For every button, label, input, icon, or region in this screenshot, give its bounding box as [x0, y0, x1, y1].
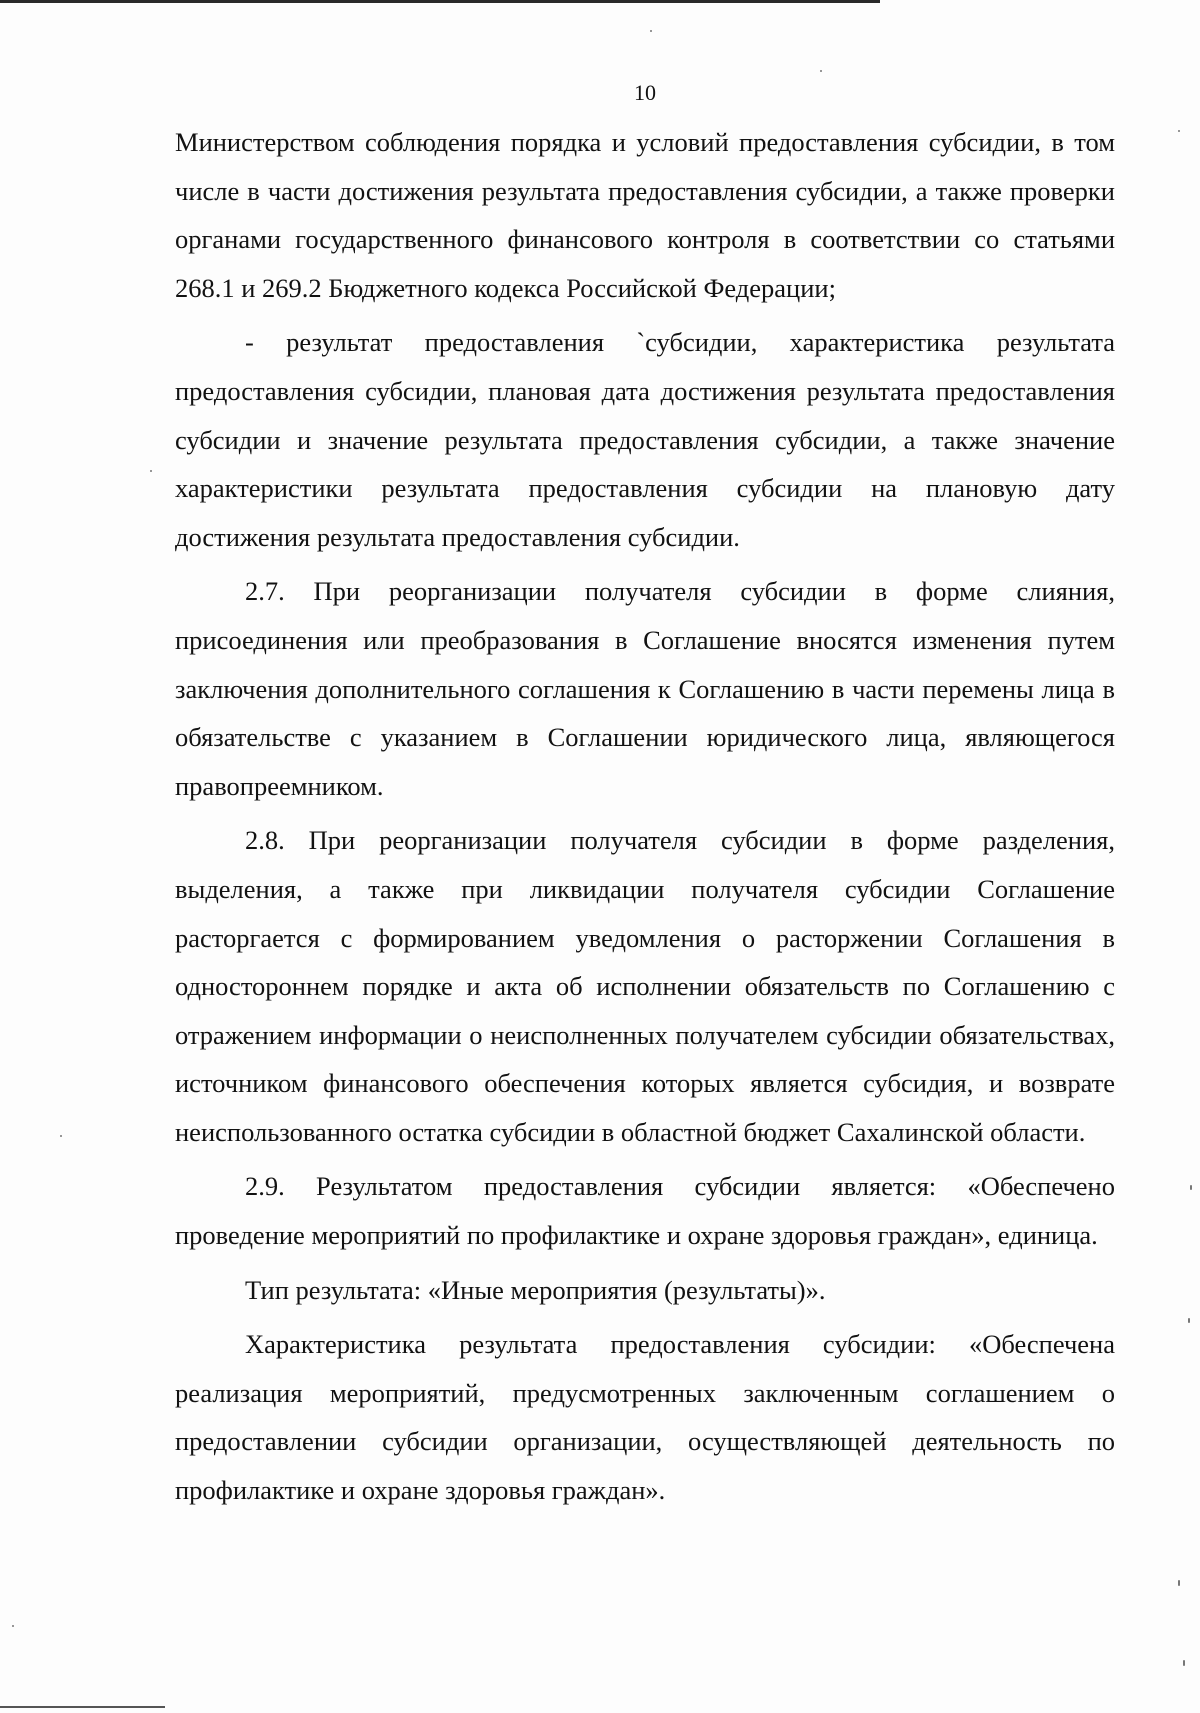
scan-speck	[820, 70, 822, 72]
scan-top-edge-line	[0, 0, 880, 3]
scan-speck	[1188, 1318, 1190, 1323]
paragraph-result-type: Тип результата: «Иные мероприятия (результаты)».	[245, 1274, 826, 1305]
page-number: 10	[634, 80, 656, 105]
scan-speck	[1178, 130, 1180, 132]
body-text	[175, 118, 1115, 1521]
scan-speck	[1183, 1660, 1185, 1666]
scan-speck	[1190, 1185, 1192, 1190]
scan-speck	[650, 30, 652, 32]
scan-speck	[12, 1625, 14, 1627]
scan-speck	[60, 1135, 62, 1137]
paragraph-result-characteristic: Характеристика результата предоставления субсидии: «Обеспечена реализация мероприятий, предусмотренных заключенным соглашением о предоставлении субсидии организации, осуществляющей деятельность по профилактике и охране здоровья граждан».	[175, 1329, 1115, 1506]
scan-speck	[1178, 1580, 1180, 1586]
paragraph-2-8: 2.8. При реорганизации получателя субсидии в форме разделения, выделения, а также при ликвидации получателя субсидии Соглашение расторгается с формированием уведомления о расторжении Соглашения в одностороннем порядке и акта об исполнении обязательств по Соглашению с отражением информации о неисполненных получателем субсидии обязательствах, источником финансового обеспечения которых является субсидия, и возврате неиспользованного остатка субсидии в областной бюджет Сахалинской области.	[175, 825, 1115, 1147]
paragraph-result-item: - результат предоставления `субсидии, характеристика результата предоставления субсидии, плановая дата достижения результата предоставления субсидии и значение результата предоставления субсидии, а также значение характеристики результата предоставления субсидии на плановую дату достижения результата предоставления субсидии.	[175, 327, 1115, 552]
scan-speck	[150, 470, 152, 472]
paragraph-2-7: 2.7. При реорганизации получателя субсидии в форме слияния, присоединения или преобразования в Соглашение вносятся изменения путем заключения дополнительного соглашения к Соглашению в части перемены лица в обязательстве с указанием в Соглашении юридического лица, являющегося правопреемником.	[175, 576, 1115, 801]
scan-bottom-edge-line	[0, 1706, 165, 1708]
paragraph-continuation: Министерством соблюдения порядка и условий предоставления субсидии, в том числе в части достижения результата предоставления субсидии, а также проверки органами государственного финансового контроля в соответствии со статьями 268.1 и 269.2 Бюджетного кодекса Российской Федерации;	[175, 127, 1115, 303]
paragraph-2-9: 2.9. Результатом предоставления субсидии является: «Обеспечено проведение мероприятий по профилактике и охране здоровья граждан», единица.	[175, 1171, 1115, 1251]
